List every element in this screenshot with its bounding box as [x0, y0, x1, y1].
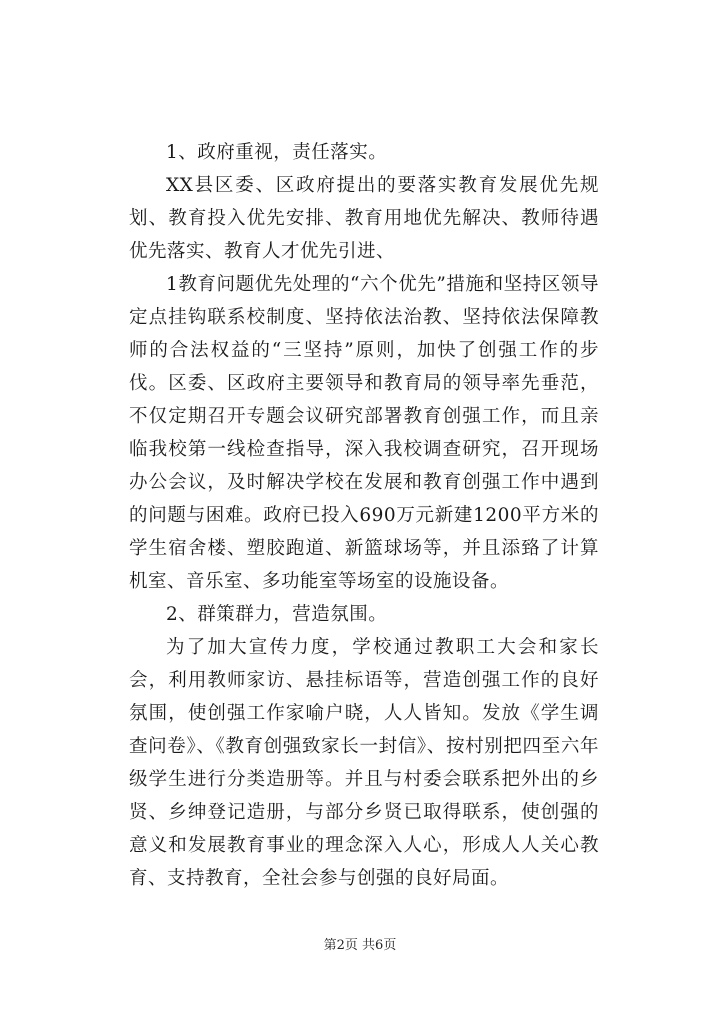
body-paragraph: 为了加大宣传力度，学校通过教职工大会和家长会，利用教师家访、悬挂标语等，营造创强工作的良好氛围，使创强工作家喻户晓，人人皆知。发放《学生调查问卷》、《教育创强致家长一封信》、按村别把四至六年级学生进行分类造册等。并且与村委会联系把外出的乡贤、乡绅登记造册，与部分乡贤已取得联系，使创强的意义和发展教育事业的理念深入人心，形成人人关心教育、支持教育，全社会参与创强的良好局面。 — [129, 637, 599, 889]
section-heading-2: 2、群策群力，营造氛围。 — [166, 604, 388, 625]
body-paragraph: 1教育问题优先处理的“六个优先”措施和坚持区领导定点挂钩联系校制度、坚持依法治教、坚持依法保障教师的合法权益的“三坚持”原则，加快了创强工作的步伐。区委、区政府主要领导和教育局的领导率先垂范，不仅定期召开专题会议研究部署教育创强工作，而且亲临我校第一线检查指导，深入我校调查研究，召开现场办公会议，及时解决学校在发展和教育创强工作中遇到的问题与困难。政府已投入690万元新建1200平方米的学生宿舍楼、塑胶跑道、新篮球场等，并且添臵了计算机室、音乐室、多功能室等场室的设施设备。 — [129, 274, 599, 592]
section-heading-1: 1、政府重视，责任落实。 — [166, 142, 388, 163]
page-number-footer: 第2页 共6页 — [323, 938, 397, 953]
document-body — [129, 136, 599, 895]
body-paragraph: XX县区委、区政府提出的要落实教育发展优先规划、教育投入优先安排、教育用地优先解决、教师待遇优先落实、教育人才优先引进、 — [129, 175, 599, 262]
